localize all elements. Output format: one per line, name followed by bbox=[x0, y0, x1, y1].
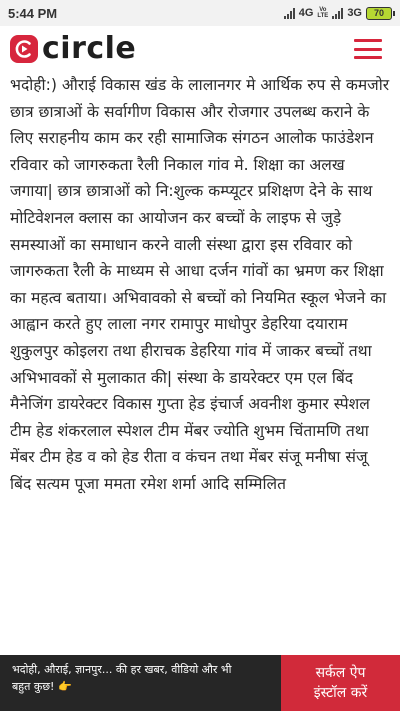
status-time: 5:44 PM bbox=[8, 5, 58, 21]
hamburger-menu-icon[interactable] bbox=[354, 39, 382, 59]
app-header bbox=[0, 26, 400, 72]
pointing-hand-icon: 👉 bbox=[57, 680, 72, 693]
logo-text: circle bbox=[42, 31, 137, 66]
volte-icon bbox=[317, 7, 328, 19]
status-bar bbox=[0, 0, 400, 26]
promo-line-1: भदोही, औराई, ज्ञानपुर... की हर खबर, वीडियो और भी bbox=[12, 663, 232, 676]
article-content bbox=[10, 72, 392, 655]
signal-icon bbox=[284, 8, 295, 19]
bottom-banner bbox=[0, 655, 400, 711]
signal-icon-2 bbox=[332, 8, 343, 19]
install-line-1: सर्कल ऐप bbox=[315, 665, 366, 681]
battery-icon bbox=[366, 7, 392, 20]
article-body: भदोही:) औराई विकास खंड के लालानगर मे आर्थिक रुप से कमजोर छात्र छात्राओं के सर्वागीण विकास और रोजगार उपलब्ध कराने के लिए सराहनीय काम कर रही सामाजिक संगठन आलोक फाउंडेशन रविवार को जागरुकता रैली निकाल गांव मे. शिक्षा का अलख जगाया| छात्र छात्राओं को नि:शुल्क कम्प्यूटर प्रशिक्षण देने के साथ मोटिवेशनल क्लास का आयोजन कर बच्चों के लाइफ से जुड़े समस्याओं का समाधान करने वाली संस्था द्वारा इस रविवार को जागरुकता रैली के माध्यम से आधा दर्जन गांवों का भ्रमण कर शिक्षा का महत्व बताया। अभिवावको से बच्चों को नियमित स्कूल भेजने का आह्वान करते हुए लाला नगर रामापुर माधोपुर डेहरिया दयाराम शुकुलपुर कोइलरा तथा हीराचक डेहरिया गांव में जाकर बच्चों तथा अभिभावकों से मुलाकात की| संस्था के डायरेक्टर एम एल बिंद मैनेजिंग डायरेक्टर विकास गुप्ता हेड इंचार्ज अवनीश कुमार स्पेशल टीम हेड शंकरलाल स्पेशल टीम मेंबर ज्योति शुभम चिंतामणि तथा मेंबर टीम हेड व को हेड रीता व कंचन तथा मेंबर संजू मनीषा संजू बिंद सत्यम पूजा ममता रमेश शर्मा आदि सम्मिलित bbox=[10, 76, 390, 493]
status-right bbox=[284, 7, 392, 20]
status-left bbox=[8, 6, 57, 21]
promo-line-2: बहुत कुछ! bbox=[12, 680, 55, 693]
circle-logo-icon bbox=[10, 35, 38, 63]
install-line-2: इंस्टॉल करें bbox=[313, 685, 368, 701]
install-app-button[interactable] bbox=[281, 655, 400, 711]
volte-top: Vo bbox=[319, 7, 327, 13]
network-type-1: 4G bbox=[298, 7, 314, 19]
battery-level: 70 bbox=[373, 8, 384, 18]
volte-bottom: LTE bbox=[317, 13, 329, 19]
logo[interactable] bbox=[10, 31, 137, 66]
network-type-2: 3G bbox=[347, 7, 362, 19]
promo-text[interactable] bbox=[0, 655, 281, 711]
